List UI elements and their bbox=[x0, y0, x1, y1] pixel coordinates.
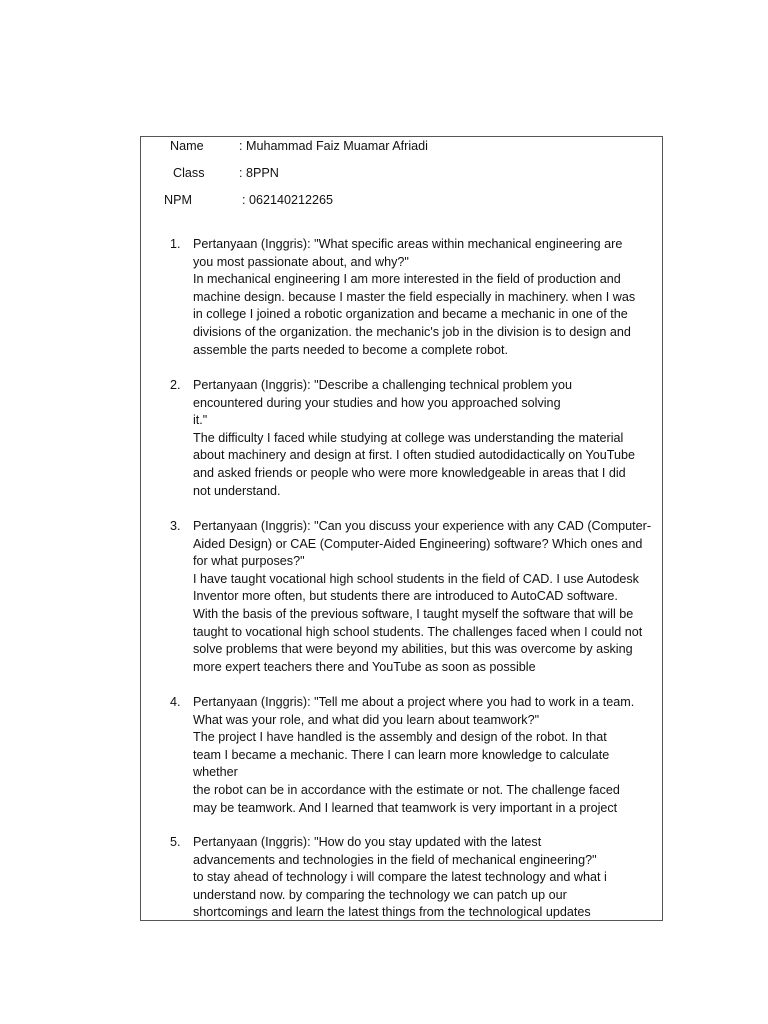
question-list bbox=[141, 137, 662, 920]
npm-value: : 062140212265 bbox=[242, 193, 334, 207]
answer-line: assemble the parts needed to become a complete robot. bbox=[193, 342, 509, 357]
answer-line: may be teamwork. And I learned that teamwork is very important in a project bbox=[193, 800, 618, 815]
name-value: : Muhammad Faiz Muamar Afriadi bbox=[239, 139, 428, 153]
question-line: What was your role, and what did you learn about teamwork?" bbox=[193, 712, 540, 727]
answer-line: in college I joined a robotic organization and became a mechanic in one of the bbox=[193, 307, 628, 322]
class-value: : 8PPN bbox=[239, 166, 279, 180]
answer-line: and asked friends or people who were more knowledgeable in areas that I did bbox=[193, 466, 626, 480]
answer-line: machine design. because I master the field especially in machinery. when I was bbox=[193, 289, 636, 304]
answer-line: I have taught vocational high school students in the field of CAD. I use Autodesk bbox=[193, 571, 639, 586]
answer-line: about machinery and design at first. I often studied autodidactically on YouTube bbox=[193, 448, 636, 463]
answer-line: taught to vocational high school students. The challenges faced when I could not bbox=[193, 624, 643, 639]
question-line: Aided Design) or CAE (Computer-Aided Engineering) software? Which ones and bbox=[193, 536, 643, 551]
answer-line: With the basis of the previous software, I taught myself the software that will be bbox=[193, 607, 634, 621]
question-line: it." bbox=[193, 413, 208, 428]
question-line: you most passionate about, and why?" bbox=[193, 254, 409, 269]
question-line: Pertanyaan (Inggris): "What specific areas within mechanical engineering are bbox=[193, 237, 623, 251]
answer-line: more expert teachers there and YouTube as soon as possible bbox=[193, 659, 536, 674]
question-line: Pertanyaan (Inggris): "How do you stay updated with the latest bbox=[193, 835, 542, 849]
answer-line: team I became a mechanic. There I can learn more knowledge to calculate bbox=[193, 747, 610, 762]
list-number: 3. bbox=[170, 519, 181, 533]
question-line: encountered during your studies and how you approached solving bbox=[193, 395, 561, 410]
answer-line: divisions of the organization. the mechanic's job in the division is to design and bbox=[193, 325, 631, 339]
answer-line: whether bbox=[193, 765, 238, 780]
list-number: 5. bbox=[170, 835, 181, 849]
class-label: Class bbox=[173, 166, 205, 180]
answer-line: In mechanical engineering I am more interested in the field of production and bbox=[193, 272, 621, 287]
answer-line: to stay ahead of technology i will compare the latest technology and what i bbox=[193, 870, 607, 885]
list-number: 1. bbox=[170, 237, 181, 251]
question-line: Pertanyaan (Inggris): "Can you discuss your experience with any CAD (Computer- bbox=[193, 519, 652, 533]
npm-label: NPM bbox=[164, 193, 192, 207]
answer-line: The difficulty I faced while studying at college was understanding the material bbox=[193, 430, 624, 445]
answer-line: solve problems that were beyond my abilities, but this was overcome by asking bbox=[193, 642, 633, 657]
question-line: advancements and technologies in the field of mechanical engineering?" bbox=[193, 852, 597, 867]
answer-line: understand now. by comparing the technology we can patch up our bbox=[193, 887, 567, 902]
answer-box bbox=[140, 136, 663, 921]
answer-line: Inventor more often, but students there are introduced to AutoCAD software. bbox=[193, 589, 618, 604]
name-label: Name bbox=[170, 139, 204, 153]
answer-line: the robot can be in accordance with the estimate or not. The challenge faced bbox=[193, 783, 620, 797]
answer-line: The project I have handled is the assembly and design of the robot. In that bbox=[193, 730, 607, 745]
answer-line: shortcomings and learn the latest things from the technological updates bbox=[193, 905, 591, 920]
list-number: 2. bbox=[170, 378, 181, 392]
question-line: Pertanyaan (Inggris): "Describe a challenging technical problem you bbox=[193, 378, 572, 392]
list-number: 4. bbox=[170, 695, 181, 709]
question-line: for what purposes?" bbox=[193, 554, 305, 569]
answer-line: not understand. bbox=[193, 483, 281, 498]
question-line: Pertanyaan (Inggris): "Tell me about a project where you had to work in a team. bbox=[193, 695, 635, 709]
